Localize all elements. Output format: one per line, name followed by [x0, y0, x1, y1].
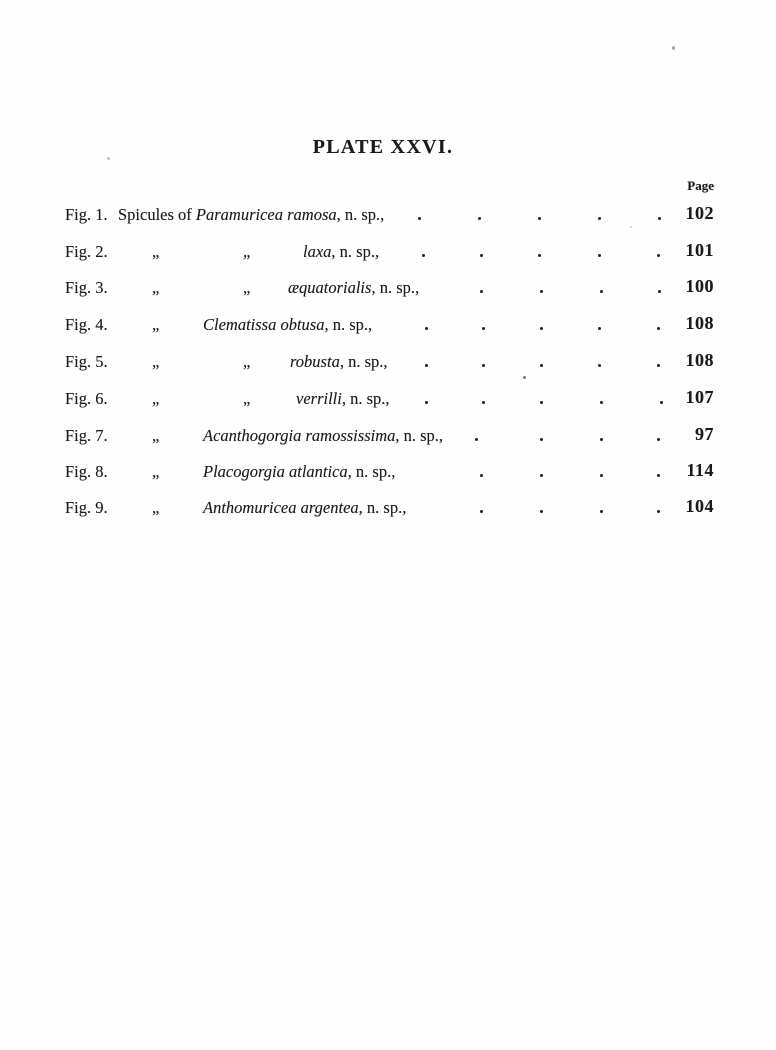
scan-speck [630, 226, 632, 228]
species-name: æquatorialis [288, 278, 372, 297]
species-name: Paramuricea ramosa [195, 205, 337, 224]
ditto-mark: „ [152, 389, 161, 408]
figure-row-1 [0, 205, 776, 231]
entry-suffix: , n. sp., [395, 426, 444, 445]
page-number: 108 [685, 350, 714, 370]
page-number: 108 [685, 313, 714, 333]
ditto-mark: „ [152, 352, 161, 371]
page-number: 101 [685, 240, 714, 260]
ditto-mark: „ [152, 498, 161, 517]
figure-label: Fig. 8. [65, 462, 108, 481]
scan-speck [523, 376, 526, 379]
figure-label: Fig. 5. [65, 352, 108, 371]
figure-label: Fig. 2. [65, 242, 108, 261]
page-number: 114 [686, 460, 714, 480]
species-name: Placogorgia atlantica [203, 462, 348, 481]
entry-suffix: , n. sp., [358, 498, 407, 517]
figure-row-6 [0, 389, 776, 415]
ditto-mark: „ [243, 242, 252, 261]
entry-prefix: Spicules of [118, 205, 196, 224]
figure-label: Fig. 7. [65, 426, 108, 445]
species-name: Anthomuricea argentea [203, 498, 359, 517]
entry-suffix: , n. sp., [339, 352, 388, 371]
figure-label: Fig. 3. [65, 278, 108, 297]
figure-row-3 [0, 278, 776, 304]
entry-suffix: , n. sp., [324, 315, 373, 334]
ditto-mark: „ [152, 462, 161, 481]
ditto-mark: „ [243, 278, 252, 297]
species-name: verrilli [296, 389, 342, 408]
species-name: laxa [303, 242, 332, 261]
ditto-mark: „ [152, 242, 161, 261]
figure-label: Fig. 6. [65, 389, 108, 408]
page-number: 102 [685, 203, 714, 223]
page-number: 97 [695, 424, 714, 444]
plate-title: PLATE XXVI. [312, 136, 454, 158]
entry-suffix: , n. sp., [347, 462, 396, 481]
species-name: Acanthogorgia ramossissima [203, 426, 396, 445]
figure-row-7 [0, 426, 776, 452]
figure-row-5 [0, 352, 776, 378]
entry-suffix: , n. sp., [371, 278, 420, 297]
entry-suffix: , n. sp., [336, 205, 385, 224]
ditto-mark: „ [243, 389, 252, 408]
figure-row-4 [0, 315, 776, 341]
figure-label: Fig. 4. [65, 315, 108, 334]
figure-row-8 [0, 462, 776, 488]
page-number: 100 [685, 276, 714, 296]
figure-row-2 [0, 242, 776, 268]
figure-label: Fig. 1. [65, 205, 108, 224]
entry-suffix: , n. sp., [331, 242, 380, 261]
ditto-mark: „ [152, 426, 161, 445]
figure-label: Fig. 9. [65, 498, 108, 517]
ditto-mark: „ [152, 315, 161, 334]
entry-suffix: , n. sp., [341, 389, 390, 408]
page-number: 104 [685, 496, 714, 516]
ditto-mark: „ [243, 352, 252, 371]
ditto-mark: „ [152, 278, 161, 297]
page-number: 107 [685, 387, 714, 407]
scan-speck [107, 157, 110, 160]
figure-row-9 [0, 498, 776, 524]
species-name: Clematissa obtusa [203, 315, 325, 334]
scan-speck [672, 46, 675, 50]
species-name: robusta [290, 352, 340, 371]
page-column-header: Page [687, 178, 714, 193]
